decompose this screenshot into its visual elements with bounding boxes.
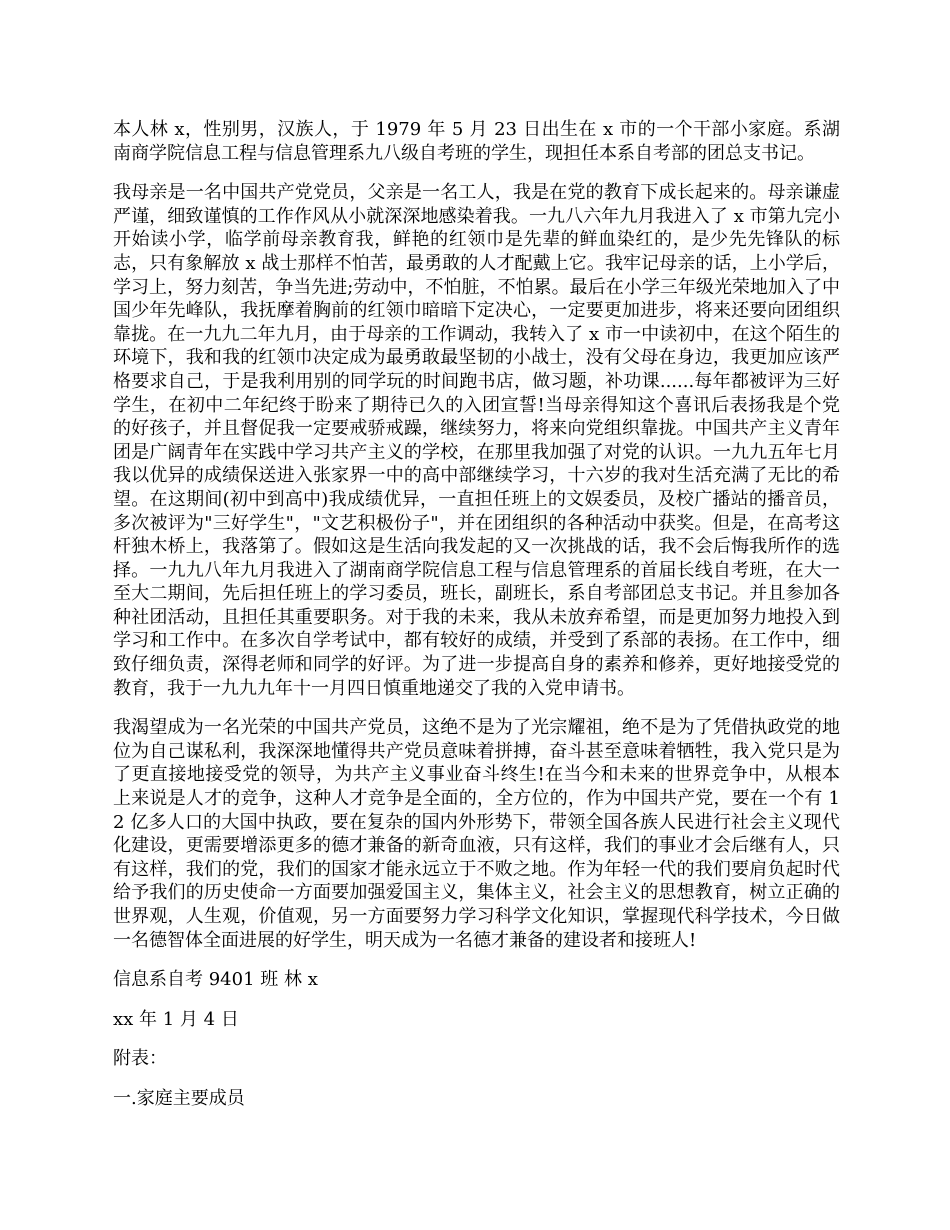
date: xx 年 1 月 4 日 bbox=[113, 1008, 239, 1030]
aspiration-paragraph: 我渴望成为一名光荣的中国共产党员，这绝不是为了光宗耀祖，绝不是为了凭借执政党的地位为自己谋私利，我深深地懂得共产党员意味着拼搏，奋斗甚至意味着牺牲，我入党只是为了更直接地接受党的领导，为共产主义事业奋斗终生!在当今和未来的世界竞争中，从根本上来说是人才的竞争，这种人才竞争是全面的，全方位的，作为中国共产党，要在一个有 12 亿多人口的大国中执政，要在复杂的国内外形势下，带领全国各族人民进行社会主义现代化建设，更需要增添更多的德才兼备的新奇血液，只有这样，我们的事业才会后继有人，只有这样，我们的党，我们的国家才能永远立于不败之地。作为年轻一代的我们要肩负起时代给予我们的历史使命一方面要加强爱国主义，集体主义，社会主义的思想教育，树立正确的世界观，人生观，价值观，另一方面要努力学习科学文化知识，掌握现代科学技术，今日做一名德智体全面进展的好学生，明天成为一名德才兼备的建设者和接班人! bbox=[113, 717, 840, 951]
signature: 信息系自考 9401 班 林 x bbox=[113, 969, 318, 991]
appendix-label: 附表： bbox=[113, 1048, 167, 1070]
appendix-item: 一.家庭主要成员 bbox=[113, 1087, 245, 1109]
background-paragraph: 我母亲是一名中国共产党党员，父亲是一名工人，我是在党的教育下成长起来的。母亲谦虚严谨，细致谨慎的工作作风从小就深深地感染着我。一九八六年九月我进入了 x 市第九完小开始读小学，临学前母亲教育我，鲜艳的红领巾是先辈的鲜血染红的，是少先先锋队的标志，只有象解放 x 战士那样不怕苦，最勇敢的人才配戴上它。我牢记母亲的话，上小学后，学习上，努力刻苦，争当先进;劳动中，不怕脏，不怕累。最后在小学三年级光荣地加入了中国少年先峰队，我抚摩着胸前的红领巾暗暗下定决心，一定要更加进步，将来还要向团组织靠拢。在一九九二年九月，由于母亲的工作调动，我转入了 x 市一中读初中，在这个陌生的环境下，我和我的红领巾决定成为最勇敢最坚韧的小战士，没有父母在身边，我更加应该严格要求自己，于是我利用别的同学玩的时间跑书店，做习题，补功课......每年都被评为三好学生，在初中二年纪终于盼来了期待已久的入团宣誓!当母亲得知这个喜讯后表扬我是个党的好孩子，并且督促我一定要戒骄戒躁，继续努力，将来向党组织靠拢。中国共产主义青年团是广阔青年在实践中学习共产主义的学校，在那里我加强了对党的认识。一九九五年七月我以优异的成绩保送进入张家界一中的高中部继续学习，十六岁的我对生活充满了无比的希望。在这期间(初中到高中)我成绩优异，一直担任班上的文娱委员，及校广播站的播音员，多次被评为"三好学生"，"文艺积极份子"，并在团组织的各种活动中获奖。但是，在高考这杆独木桥上，我落第了。假如这是生活向我发起的又一次挑战的话，我不会后悔我所作的选择。一九九八年九月我进入了湖南商学院信息工程与信息管理系的首届长线自考班，在大一至大二期间，先后担任班上的学习委员，班长，副班长，系自考部团总支书记。并且参加各种社团活动，且担任其重要职务。对于我的未来，我从未放弃希望，而是更加努力地投入到学习和工作中。在多次自学考试中，都有较好的成绩，并受到了系部的表扬。在工作中，细致仔细负责，深得老师和同学的好评。为了进一步提高自身的素养和修养，更好地接受党的教育，我于一九九九年十一月四日慎重地递交了我的入党申请书。 bbox=[113, 182, 840, 699]
document-page bbox=[113, 118, 840, 1127]
intro-paragraph: 本人林 x，性别男，汉族人，于 1979 年 5 月 23 日出生在 x 市的一个干部小家庭。系湖南商学院信息工程与信息管理系九八级自考班的学生，现担任本系自考部的团总支书记。 bbox=[113, 119, 840, 164]
